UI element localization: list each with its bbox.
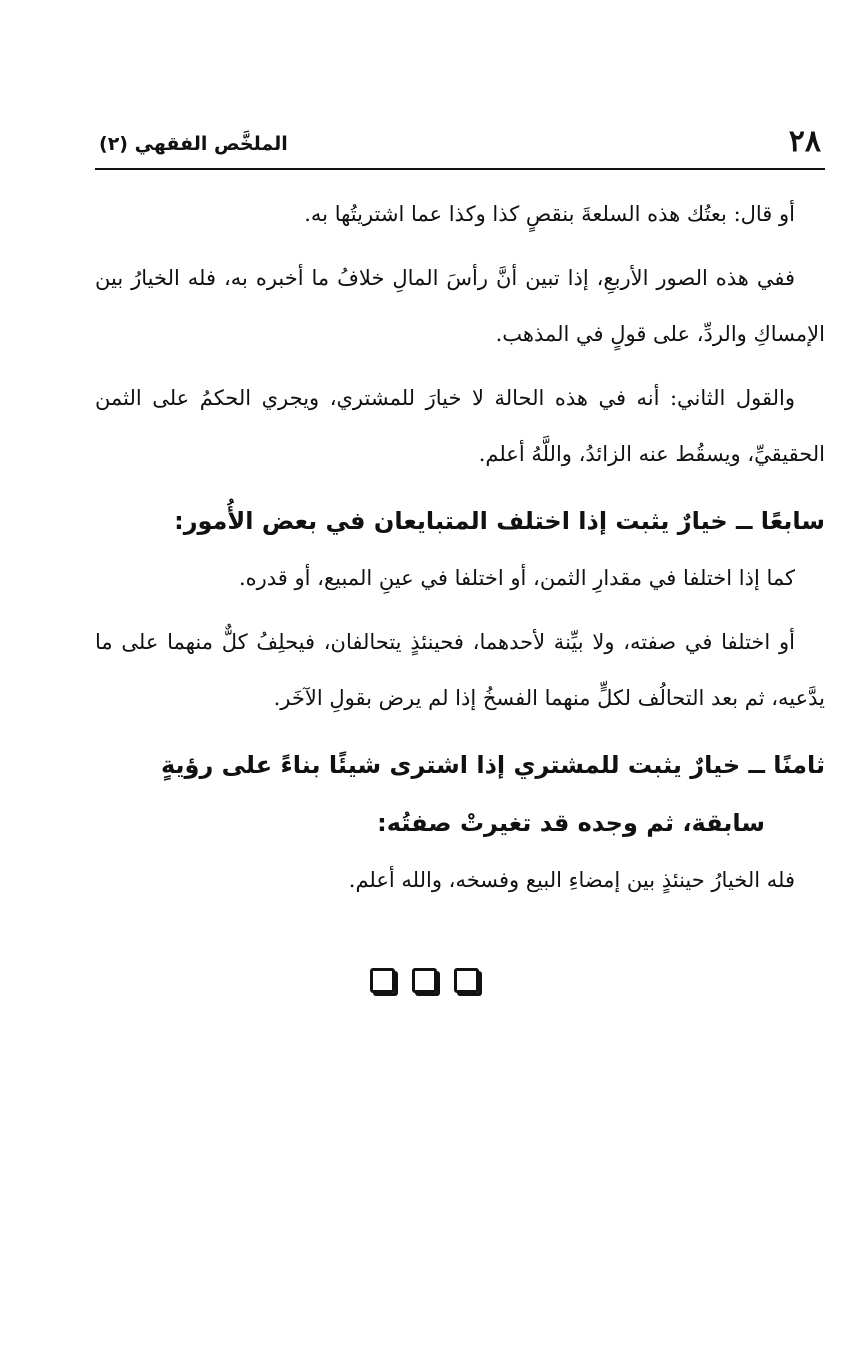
paragraph-1: أو قال: بعتُك هذه السلعةَ بنقصٍ كذا وكذا عما اشتريتُها به. bbox=[304, 202, 795, 226]
page-number: ٢٨ bbox=[788, 124, 821, 159]
section-end-ornament bbox=[0, 968, 849, 997]
paragraph-4: كما إذا اختلفا في مقدارِ الثمن، أو اختلفا في عينِ المبيع، أو قدره. bbox=[238, 566, 795, 590]
page-body bbox=[95, 186, 825, 908]
square-box-icon bbox=[412, 968, 437, 993]
paragraph-6: فله الخيارُ حينئذٍ بين إمضاءِ البيع وفسخه، والله أعلم. bbox=[348, 868, 795, 892]
square-box-icon bbox=[454, 968, 479, 993]
section-heading-eighth-line-2: سابقة، ثم وجده قد تغيرتْ صفتُه: bbox=[377, 809, 765, 837]
paragraph-5: أو اختلفا في صفته، ولا بيِّنة لأحدهما، فحينئذٍ يتحالفان، فيحلِفُ كلٌّ منهما على ما يدَّعيه، ثم بعد التحالُف لكلٍّ منهما الفسخُ إذا لم يرض بقولِ الآخَر. bbox=[95, 630, 825, 710]
paragraph-2: ففي هذه الصور الأربعِ، إذا تبين أنَّ رأسَ المالِ خلافُ ما أخبره به، فله الخيارُ بين الإمساكِ والردِّ، على قولٍ في المذهب. bbox=[95, 266, 825, 346]
section-heading-eighth-line-1: ثامنًا ــ خيارٌ يثبت للمشتري إذا اشترى شيئًا بناءً على رؤيةٍ bbox=[160, 751, 825, 779]
running-title: الملخَّص الفقهي (٢) bbox=[99, 133, 288, 155]
square-box-icon bbox=[370, 968, 395, 993]
section-heading-seventh: سابعًا ــ خيارٌ يثبت إذا اختلف المتبايعان في بعض الأُمور: bbox=[174, 507, 825, 535]
page-header bbox=[95, 122, 825, 170]
paragraph-3: والقول الثاني: أنه في هذه الحالة لا خيارَ للمشتري، ويجري الحكمُ على الثمن الحقيقيِّ، ويسقُط عنه الزائدُ، واللَّهُ أعلم. bbox=[95, 386, 825, 466]
